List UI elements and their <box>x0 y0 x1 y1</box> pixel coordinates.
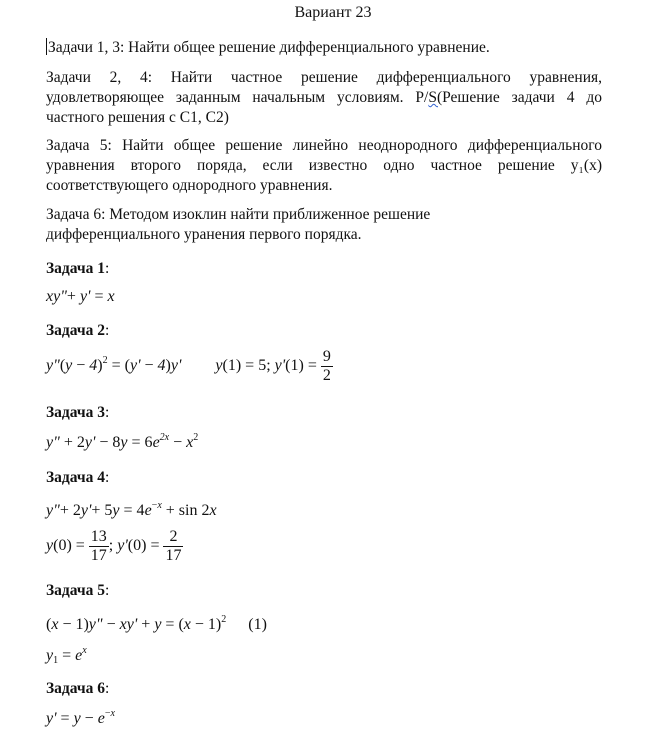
task-label: Задача 1 <box>46 260 106 277</box>
task-label: Задача 6 <box>46 680 106 697</box>
instruction-text: Задачи 1, 3: Найти общее решение дифференциального уравнение. <box>48 39 490 56</box>
task-heading-6 <box>46 680 109 698</box>
task-heading-2 <box>46 322 109 340</box>
text-cursor <box>46 38 47 55</box>
spellcheck-word: S( <box>428 89 443 106</box>
fraction-13-17: $\frac{13}{17}$ <box>90 528 107 564</box>
task-suffix: : <box>105 322 110 339</box>
task-label: Задача 4 <box>46 469 106 486</box>
page-title: Вариант 23 <box>294 4 372 21</box>
task-suffix: : <box>105 404 110 421</box>
equation-task-6: $y' = y - e^{-x}$ <box>46 708 115 727</box>
particular-solution-task-5: $y_1 = e^x$ <box>46 645 87 666</box>
equation-task-3: y" + $2y' - 8y = 6e^{2x} - x^2$ <box>46 432 199 451</box>
instruction-task-5: Задача 5: Найти общее решение линейно неоднородного дифференциального уравнения второго поряда, если известно одно частное решение y₁(x) соответствующего однородного уравнения. <box>46 137 602 194</box>
task-label: Задача 2 <box>46 322 106 339</box>
instruction-text: Задачи 2, 4: Найти частное решение дифференциального уравнения, удовлетворяющее заданным начальным условиям. P/ <box>46 69 602 106</box>
fraction-2-17: $\frac{2}{17}$ <box>165 528 182 564</box>
task-label: Задача 5 <box>46 582 106 599</box>
equation-number: (1) <box>248 616 267 633</box>
equation-task-2: y"(y − 4)$^2$ = (y' − 4)y' y(1) = 5; y'(1) = $\frac{9}{2}$ <box>46 348 331 384</box>
task-suffix: : <box>105 469 110 486</box>
task-heading-5 <box>46 582 109 600</box>
equation-task-5: (x − 1)y" − $xy' + y = (x - 1)^2$ (1) <box>46 614 267 633</box>
fraction-9-2: $\frac{9}{2}$ <box>322 348 331 384</box>
conditions-task-4: y(0) = $\frac{13}{17}$ ; y'(0) = $\frac{2}{17}$ <box>46 528 182 564</box>
instruction-task-6: Задача 6: Методом изоклин найти приближенное решение дифференциального уранения первого порядка. <box>46 206 431 243</box>
equation-task-1: xy"+ y' = x <box>46 288 115 305</box>
instruction-tasks-2-4 <box>46 68 602 128</box>
task-suffix: : <box>105 582 110 599</box>
task-suffix: : <box>105 680 110 697</box>
equation-task-4: y"+ $2y'+ 5y = 4e^{-x} + \sin 2x$ <box>46 500 217 519</box>
task-heading-4 <box>46 469 109 487</box>
task-suffix: : <box>105 260 110 277</box>
task-label: Задача 3 <box>46 404 106 421</box>
instruction-text: Решение задачи 4 до частного решения с С1, С2) <box>46 89 602 126</box>
task-heading-1 <box>46 260 109 278</box>
task-heading-3 <box>46 404 109 422</box>
instruction-tasks-1-3 <box>46 38 602 58</box>
